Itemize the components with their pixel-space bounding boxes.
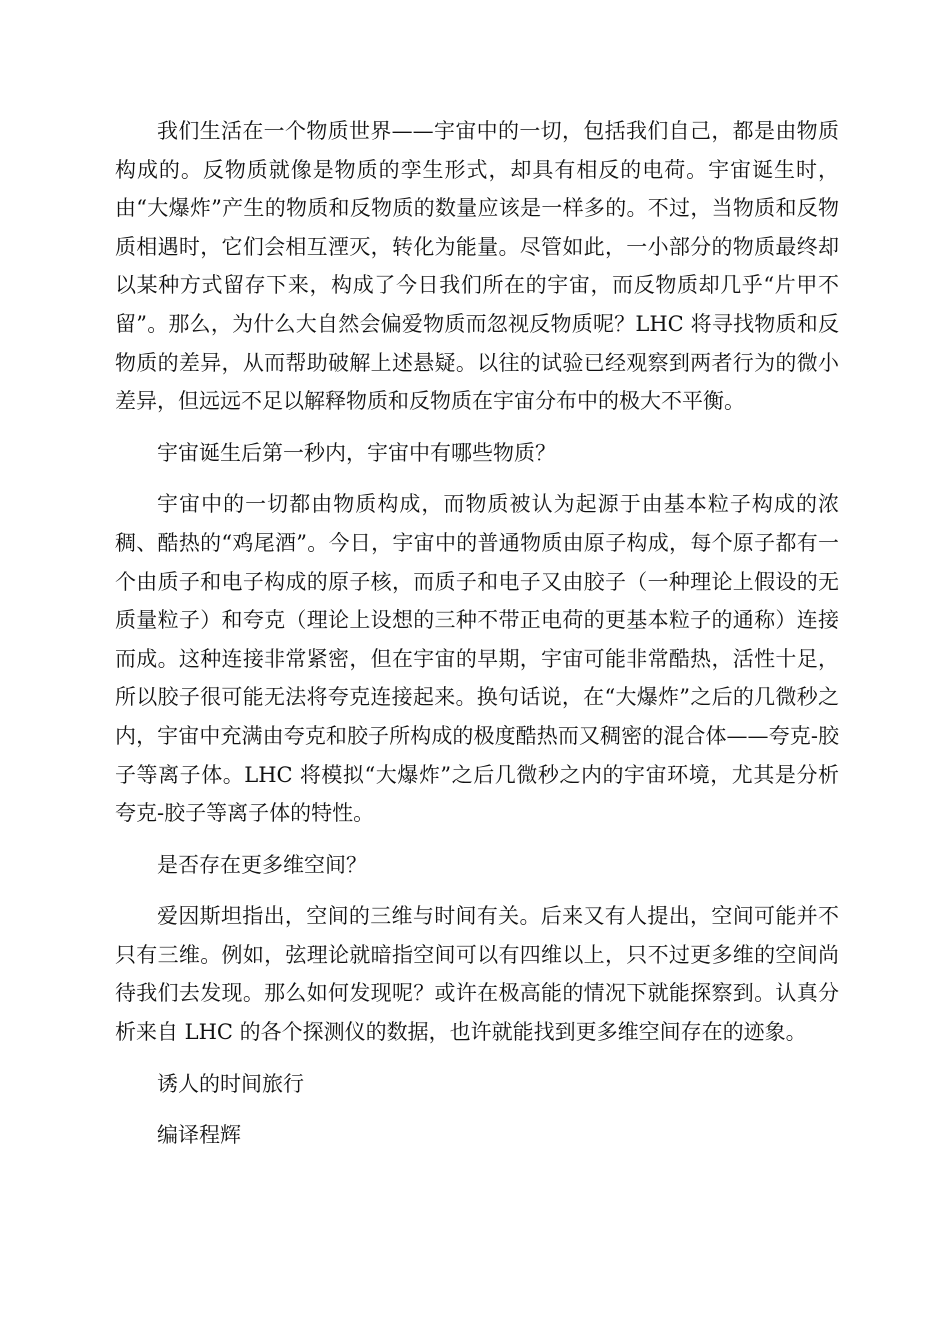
section-heading-time-travel: 诱人的时间旅行 [157, 1071, 304, 1096]
section-heading-extra-dimensions: 是否存在更多维空间？ [157, 852, 367, 877]
paragraph-extra-dimensions: 爱因斯坦指出，空间的三维与时间有关。后来又有人提出，空间可能并不只有三维。例如，弦理论就暗指空间可以有四维以上，只不过更多维的空间尚待我们去发现。那么如何发现呢？或许在极高能的情况下就能探察到。认真分析来自 LHC 的各个探测仪的数据，也许就能找到更多维空间存在的迹象。 [115, 904, 839, 1045]
section-heading-first-second: 宇宙诞生后第一秒内，宇宙中有哪些物质？ [157, 440, 556, 465]
byline-translator: 编译程辉 [157, 1123, 241, 1148]
document-page [115, 112, 839, 1168]
paragraph-quark-gluon-plasma: 宇宙中的一切都由物质构成，而物质被认为起源于由基本粒子构成的浓稠、酷热的“鸡尾酒”。今日，宇宙中的普通物质由原子构成，每个原子都有一个由质子和电子构成的原子核，而质子和电子又由胶子（一种理论上假设的无质量粒子）和夸克（理论上设想的三种不带正电荷的更基本粒子的通称）连接而成。这种连接非常紧密，但在宇宙的早期，宇宙可能非常酷热，活性十足，所以胶子很可能无法将夸克连接起来。换句话说，在“大爆炸”之后的几微秒之内，宇宙中充满由夸克和胶子所构成的极度酷热而又稠密的混合体——夸克-胶子等离子体。LHC 将模拟“大爆炸”之后几微秒之内的宇宙环境，尤其是分析夸克-胶子等离子体的特性。 [115, 492, 839, 826]
paragraph-matter-antimatter: 我们生活在一个物质世界——宇宙中的一切，包括我们自己，都是由物质构成的。反物质就像是物质的孪生形式，却具有相反的电荷。宇宙诞生时，由“大爆炸”产生的物质和反物质的数量应该是一样多的。不过，当物质和反物质相遇时，它们会相互湮灭，转化为能量。尽管如此，一小部分的物质最终却以某种方式留存下来，构成了今日我们所在的宇宙，而反物质却几乎“片甲不留”。那么，为什么大自然会偏爱物质而忽视反物质呢？LHC 将寻找物质和反物质的差异，从而帮助破解上述悬疑。以往的试验已经观察到两者行为的微小差异，但远远不足以解释物质和反物质在宇宙分布中的极大不平衡。 [115, 119, 839, 414]
